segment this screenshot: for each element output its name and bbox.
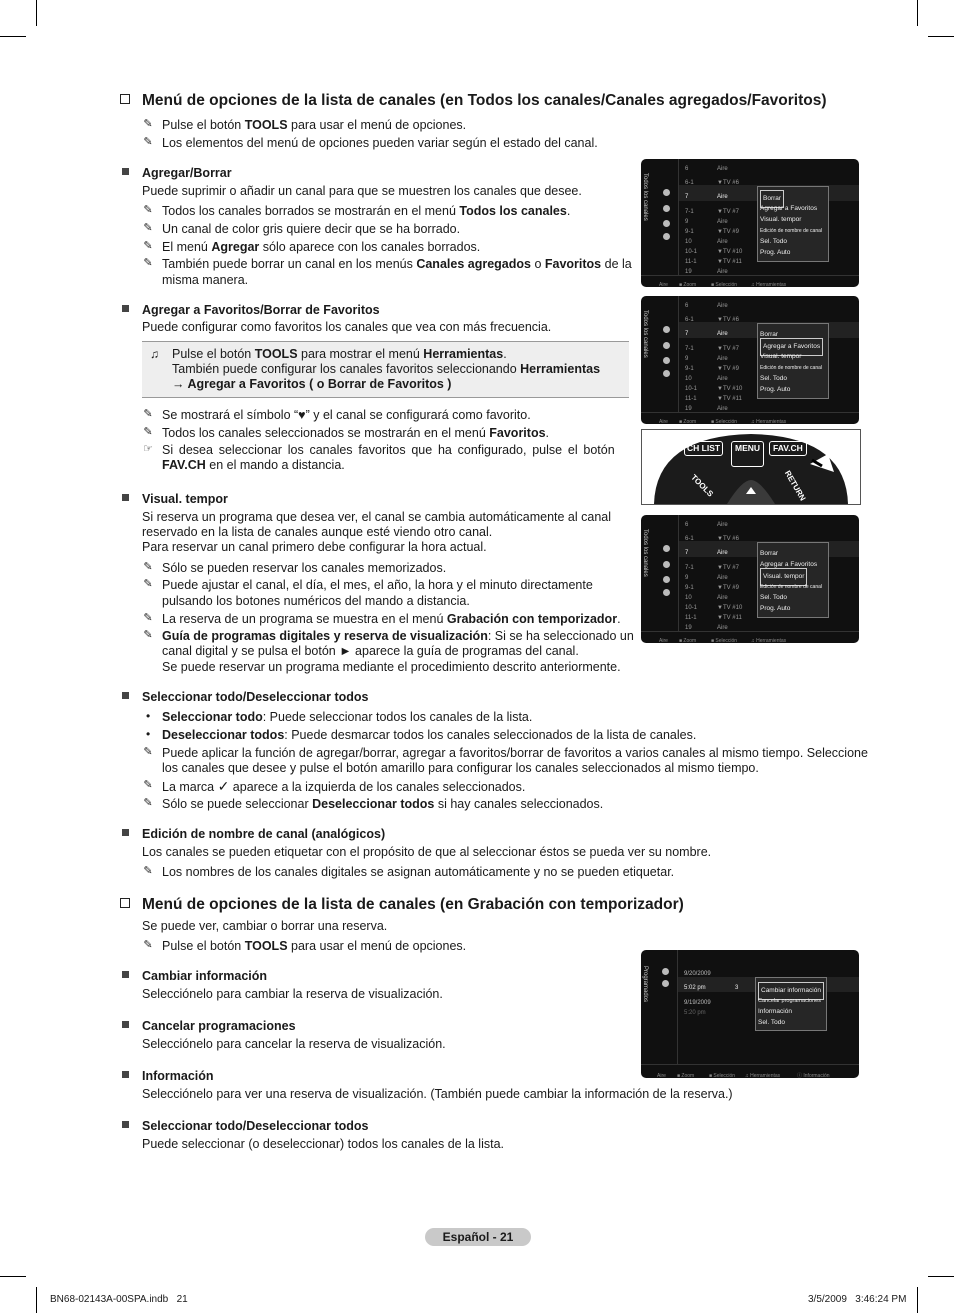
note-text: Pulse el botón TOOLS para usar el menú de opciones. (162, 118, 467, 132)
paragraph: Se puede ver, cambiar o borrar una reserva. (142, 919, 388, 933)
options-menu-item[interactable]: Borrar (760, 331, 779, 338)
clock-icon (662, 980, 669, 987)
print-date: 3/5/2009 3:46:24 PM (808, 1294, 907, 1305)
bullet-square-icon (122, 168, 129, 175)
channel-row-name: Aire (717, 331, 728, 337)
heart-icon (663, 220, 670, 227)
options-menu-item[interactable]: Prog. Auto (760, 249, 791, 256)
channel-row-name: Aire (717, 356, 728, 362)
clock-icon (663, 589, 670, 596)
channel-row-name: ▼TV #11 (717, 259, 742, 265)
channel-row-name: Aire (717, 575, 728, 581)
options-menu-item[interactable]: Sel. Todo (760, 594, 787, 601)
channel-row-name: ▼TV #10 (717, 386, 743, 392)
tv-channel-list-screenshot (641, 296, 859, 424)
channel-row-name: ▼TV #9 (717, 366, 739, 372)
channel-row[interactable]: 7 (685, 550, 689, 556)
footer-hint: Aire (659, 282, 668, 287)
channel-row[interactable]: 6-1 (685, 317, 694, 323)
clock-icon (663, 370, 670, 377)
subsection-heading: Agregar a Favoritos/Borrar de Favoritos (142, 303, 380, 317)
bullet-square-icon (122, 1021, 129, 1028)
channel-row-name: Aire (717, 406, 728, 412)
note-icon: ✎ (143, 629, 153, 641)
channel-row-name: Aire (717, 625, 728, 631)
channel-row[interactable]: 6-1 (685, 536, 694, 542)
options-menu-item[interactable]: Visual. tempor (760, 568, 807, 586)
channel-row-name: ▼TV #10 (717, 605, 743, 611)
note-text: Pulse el botón TOOLS para usar el menú de opciones. (162, 939, 467, 953)
note-text: La marca ✓ aparece a la izquierda de los canales seleccionados. (162, 778, 526, 794)
channel-row-name: Aire (717, 376, 728, 382)
note-text: Se puede reservar un programa mediante el procedimiento descrito anteriormente. (162, 660, 621, 674)
note-text: pulsando los botones numéricos del mando a distancia. (162, 594, 470, 608)
options-menu-item[interactable]: Cambiar información (758, 982, 824, 1000)
return-button[interactable]: RETURN (782, 469, 808, 503)
schedule-row-channel: 3 (735, 985, 739, 991)
favorites-icon (663, 342, 670, 349)
tv-channel-list-screenshot (641, 515, 859, 643)
channel-row-name: Aire (717, 522, 728, 528)
bullet-square-icon (122, 1071, 129, 1078)
section-title: Menú de opciones de la lista de canales (en Grabación con temporizador) (142, 896, 684, 913)
channel-row[interactable]: 11-1 (685, 396, 697, 402)
options-menu-item[interactable]: Sel. Todo (760, 238, 787, 245)
note-icon: ✎ (143, 746, 153, 758)
note-icon: ✎ (143, 578, 153, 590)
footer-hint: ■ Zoom (679, 638, 697, 643)
paragraph: Selecciónelo para cancelar la reserva de visualización. (142, 1037, 446, 1051)
options-menu-item[interactable]: Visual. tempor (760, 353, 802, 360)
note-text: También puede borrar un canal en los menús Canales agregados o Favoritos de la (162, 257, 632, 271)
channel-row-name: ▼TV #6 (717, 536, 739, 542)
menu-button[interactable]: MENU (731, 441, 764, 467)
note-icon: ✎ (143, 939, 153, 951)
channel-row[interactable]: 11-1 (685, 259, 697, 265)
paragraph: Para reservar un canal primero debe configurar la hora actual. (142, 540, 487, 554)
channel-row-name: Aire (717, 269, 728, 275)
footer-hint: ■ Selección (711, 282, 738, 287)
footer-hint: Aire (657, 1073, 666, 1078)
channel-row-name: ▼TV #11 (717, 615, 742, 621)
note-icon: ✎ (143, 612, 153, 624)
channel-row[interactable]: 10 (685, 376, 692, 382)
crop-mark (928, 36, 954, 37)
channel-row-name: ▼TV #9 (717, 585, 739, 591)
channel-row[interactable]: 7 (685, 194, 689, 200)
channel-row-name: Aire (717, 550, 728, 556)
subsection-heading: Edición de nombre de canal (analógicos) (142, 827, 386, 841)
channel-row[interactable]: 10-1 (685, 386, 698, 392)
note-icon: ✎ (143, 779, 153, 791)
subsection-heading: Agregar/Borrar (142, 166, 232, 180)
channel-row-name: Aire (717, 303, 728, 309)
note-icon: ✎ (143, 865, 153, 877)
note-icon: ✎ (143, 136, 153, 148)
tools-text: También puede configurar los canales favoritos seleccionando Herramientas (172, 362, 601, 376)
paragraph: Selecciónelo para cambiar la reserva de visualización. (142, 987, 443, 1001)
antenna-icon (663, 545, 670, 552)
divider (641, 275, 859, 276)
side-label: Todos los canales (642, 173, 648, 221)
crop-mark (0, 1276, 26, 1277)
divider (677, 950, 678, 1064)
note-icon: ✎ (143, 222, 153, 234)
note-text: Sólo se puede seleccionar Deseleccionar todos si hay canales seleccionados. (162, 797, 604, 811)
paragraph: Puede configurar como favoritos los canales que vea con más frecuencia. (142, 320, 552, 334)
paragraph: Puede suprimir o añadir un canal para que se muestren los canales que desee. (142, 184, 582, 198)
note-text: misma manera. (162, 273, 249, 287)
side-label: Programados (642, 966, 648, 1003)
footer-hint: ■ Zoom (679, 282, 697, 287)
checkbox-icon (120, 94, 130, 104)
footer-hint: ■ Selección (711, 638, 738, 643)
paragraph: Si reserva un programa que desea ver, el canal se cambia automáticamente al canal (142, 510, 612, 524)
channel-row[interactable]: 10 (685, 595, 692, 601)
note-text: Puede ajustar el canal, el día, el mes, el año, la hora y el minuto directamente (162, 578, 593, 592)
note-icon: ✎ (143, 426, 153, 438)
crop-mark (0, 36, 26, 37)
favorites-icon (663, 205, 670, 212)
subsection-heading: Cambiar información (142, 969, 268, 983)
channel-row[interactable]: 9 (685, 356, 689, 362)
crop-mark (36, 1287, 37, 1313)
bullet-dot: • (146, 709, 151, 723)
divider (641, 1064, 859, 1065)
note-icon: ✎ (143, 561, 153, 573)
note-text: Un canal de color gris quiere decir que se ha borrado. (162, 222, 461, 236)
remote-control-illustration (641, 429, 861, 505)
footer-hint: Aire (659, 638, 668, 643)
channel-row[interactable]: 19 (685, 625, 692, 631)
options-menu-item[interactable]: Borrar (760, 550, 779, 557)
channel-row-name: Aire (717, 166, 728, 172)
note-text: Sólo se pueden reservar los canales memorizados. (162, 561, 447, 575)
paragraph: reservado en la lista de canales aunque esté viendo otro canal. (142, 525, 493, 539)
divider (678, 159, 679, 275)
options-menu-item[interactable]: Sel. Todo (758, 1019, 785, 1026)
channel-row[interactable]: 19 (685, 406, 692, 412)
subsection-heading: Visual. tempor (142, 492, 228, 506)
fav-ch-button[interactable]: FAV.CH (769, 441, 807, 456)
footer-hint: ■ Zoom (679, 419, 697, 424)
subsection-heading: Seleccionar todo/Deseleccionar todos (142, 690, 369, 704)
note-text: Se mostrará el símbolo “♥” y el canal se configurará como favorito. (162, 408, 531, 422)
schedule-row[interactable]: 5:02 pm (684, 985, 706, 991)
channel-row-name: ▼TV #6 (717, 317, 739, 323)
options-menu-item[interactable]: Agregar a Favoritos (760, 205, 818, 212)
note-text: La reserva de un programa se muestra en el menú Grabación con temporizador. (162, 612, 621, 626)
channel-row[interactable]: 9 (685, 575, 689, 581)
bullet-square-icon (122, 305, 129, 312)
options-menu-item[interactable]: Edición de nombre de canal (760, 228, 822, 234)
schedule-row[interactable]: 5:20 pm (684, 1010, 706, 1016)
channel-row[interactable]: 6-1 (685, 180, 694, 186)
channel-row[interactable]: 7-1 (685, 209, 694, 215)
footer-hint: ♫ Herramientas (751, 282, 787, 287)
ch-list-button[interactable]: CH LIST (684, 441, 723, 456)
bullet-text: Seleccionar todo: Puede seleccionar todos los canales de la lista. (162, 710, 533, 724)
paragraph: Los canales se pueden etiquetar con el propósito de que al seleccionar éstos se pueda ver su nombre. (142, 845, 712, 859)
crop-mark (917, 0, 918, 26)
channel-row[interactable]: 9-1 (685, 585, 694, 591)
channel-row[interactable]: 6 (685, 303, 689, 309)
note-icon: ✎ (143, 408, 153, 420)
options-menu-item[interactable]: Borrar (760, 190, 784, 208)
note-text: Si desea seleccionar los canales favoritos que ha configurado, pulse el botón (162, 443, 615, 457)
channel-row-name: Aire (717, 595, 728, 601)
channel-row-name: ▼TV #7 (717, 209, 739, 215)
channel-row-name: ▼TV #7 (717, 565, 739, 571)
note-text: El menú Agregar sólo aparece con los canales borrados. (162, 240, 481, 254)
tools-text: Pulse el botón TOOLS para mostrar el menú Herramientas. (172, 347, 507, 361)
channel-row-name: ▼TV #10 (717, 249, 743, 255)
channel-row[interactable]: 10-1 (685, 605, 698, 611)
hint-icon: ☞ (143, 443, 153, 455)
crop-mark (928, 1276, 954, 1277)
channel-row[interactable]: 9-1 (685, 366, 694, 372)
options-menu-item[interactable]: Agregar a Favoritos (760, 561, 818, 568)
note-icon: ✎ (143, 257, 153, 269)
heart-icon (662, 968, 669, 975)
antenna-icon (663, 189, 670, 196)
channel-row[interactable]: 10-1 (685, 249, 698, 255)
check-icon: ✓ (217, 778, 230, 794)
footer-hint: Aire (659, 419, 668, 424)
tools-icon: ♫ (150, 347, 159, 361)
divider (678, 296, 679, 412)
note-text: Guía de programas digitales y reserva de visualización: Si se ha seleccionado un (162, 629, 634, 643)
options-menu-item[interactable]: Sel. Todo (760, 375, 787, 382)
tv-channel-list-screenshot (641, 159, 859, 287)
note-text: Los elementos del menú de opciones pueden variar según el estado del canal. (162, 136, 598, 150)
crop-mark (36, 0, 37, 26)
crop-mark (917, 1287, 918, 1313)
heart-icon (663, 576, 670, 583)
footer-hint: ■ Selección (711, 419, 738, 424)
file-info: BN68-02143A-00SPA.indb 21 (50, 1294, 188, 1305)
clock-icon (663, 233, 670, 240)
tv-scheduled-list-screenshot (641, 950, 859, 1078)
options-menu-item[interactable]: Agregar a Favoritos (760, 338, 823, 356)
footer-hint: ⓘ Información (797, 1073, 830, 1078)
bullet-square-icon (122, 692, 129, 699)
note-text: Todos los canales borrados se mostrarán en el menú Todos los canales. (162, 204, 571, 218)
options-menu-item[interactable]: Edición de nombre de canal (760, 584, 822, 590)
bullet-square-icon (122, 494, 129, 501)
channel-row[interactable]: 7 (685, 331, 689, 337)
divider (641, 412, 859, 413)
side-label: Todos los canales (642, 529, 648, 577)
side-label: Todos los canales (642, 310, 648, 358)
paragraph: Selecciónelo para ver una reserva de visualización. (También puede cambiar la información de la reserva.) (142, 1087, 733, 1101)
subsection-heading: Cancelar programaciones (142, 1019, 296, 1033)
bullet-dot: • (146, 727, 151, 741)
footer-hint: ♫ Herramientas (751, 419, 787, 424)
options-menu-item[interactable]: Prog. Auto (760, 605, 791, 612)
divider (641, 631, 859, 632)
options-menu-item[interactable]: Prog. Auto (760, 386, 791, 393)
channel-row[interactable]: 6 (685, 522, 689, 528)
note-text: los canales que desee y pulse el botón amarillo para configurar los canales seleccionados al mismo tiempo. (162, 761, 759, 775)
options-menu-item[interactable]: Visual. tempor (760, 216, 802, 223)
channel-row[interactable]: 11-1 (685, 615, 697, 621)
note-text: Los nombres de los canales digitales se asignan automáticamente y no se pueden etiquetar. (162, 865, 675, 879)
channel-row-name: Aire (717, 239, 728, 245)
schedule-row[interactable]: 9/20/2009 (684, 971, 711, 977)
channel-row-name: Aire (717, 219, 728, 225)
favorites-icon (663, 561, 670, 568)
heart-icon (663, 357, 670, 364)
channel-row-name: ▼TV #9 (717, 229, 739, 235)
divider (678, 515, 679, 631)
channel-row[interactable]: 6 (685, 166, 689, 172)
footer-hint: ♫ Herramientas (745, 1073, 781, 1078)
section-title: Menú de opciones de la lista de canales (en Todos los canales/Canales agregados/Favoritos) (142, 92, 827, 109)
checkbox-icon (120, 898, 130, 908)
channel-row[interactable]: 19 (685, 269, 692, 275)
channel-row-name: ▼TV #7 (717, 346, 739, 352)
note-icon: ✎ (143, 204, 153, 216)
channel-row-name: Aire (717, 194, 728, 200)
tools-text: → Agregar a Favoritos ( o Borrar de Favoritos ) (172, 377, 452, 391)
subsection-heading: Información (142, 1069, 214, 1083)
options-menu-item[interactable]: Edición de nombre de canal (760, 365, 822, 371)
channel-row[interactable]: 7-1 (685, 565, 694, 571)
note-icon: ✎ (143, 118, 153, 130)
channel-row-name: ▼TV #11 (717, 396, 742, 402)
note-text: canal digital y se pulsa el botón ► aparece la guía de programas del canal. (162, 644, 579, 658)
footer-hint: ■ Zoom (677, 1073, 695, 1078)
page-number-badge: Español - 21 (425, 1228, 531, 1246)
paragraph: Puede seleccionar (o deseleccionar) todos los canales de la lista. (142, 1137, 505, 1151)
note-icon: ✎ (143, 240, 153, 252)
channel-row[interactable]: 9-1 (685, 229, 694, 235)
bullet-square-icon (122, 829, 129, 836)
options-menu-item[interactable]: Información (758, 1008, 792, 1015)
channel-row-name: ▼TV #6 (717, 180, 739, 186)
note-text: Puede aplicar la función de agregar/borrar, agregar a favoritos/borrar de favoritos a varios canales al mismo tiempo. Seleccione (162, 746, 868, 760)
schedule-row[interactable]: 9/19/2009 (684, 1000, 711, 1006)
antenna-icon (663, 326, 670, 333)
footer-hint: ♫ Herramientas (751, 638, 787, 643)
bullet-text: Deseleccionar todos: Puede desmarcar todos los canales seleccionados de la lista de canales. (162, 728, 697, 742)
tools-button[interactable]: TOOLS (689, 472, 715, 499)
options-menu-item[interactable]: Cancelar programaciones (758, 998, 821, 1004)
channel-row[interactable]: 10 (685, 239, 692, 245)
note-text: FAV.CH en el mando a distancia. (162, 458, 345, 472)
note-icon: ✎ (143, 797, 153, 809)
bullet-square-icon (122, 971, 129, 978)
footer-hint: ■ Selección (709, 1073, 736, 1078)
bullet-square-icon (122, 1121, 129, 1128)
note-text: Todos los canales seleccionados se mostrarán en el menú Favoritos. (162, 426, 550, 440)
subsection-heading: Seleccionar todo/Deseleccionar todos (142, 1119, 369, 1133)
channel-row[interactable]: 9 (685, 219, 689, 225)
channel-row[interactable]: 7-1 (685, 346, 694, 352)
